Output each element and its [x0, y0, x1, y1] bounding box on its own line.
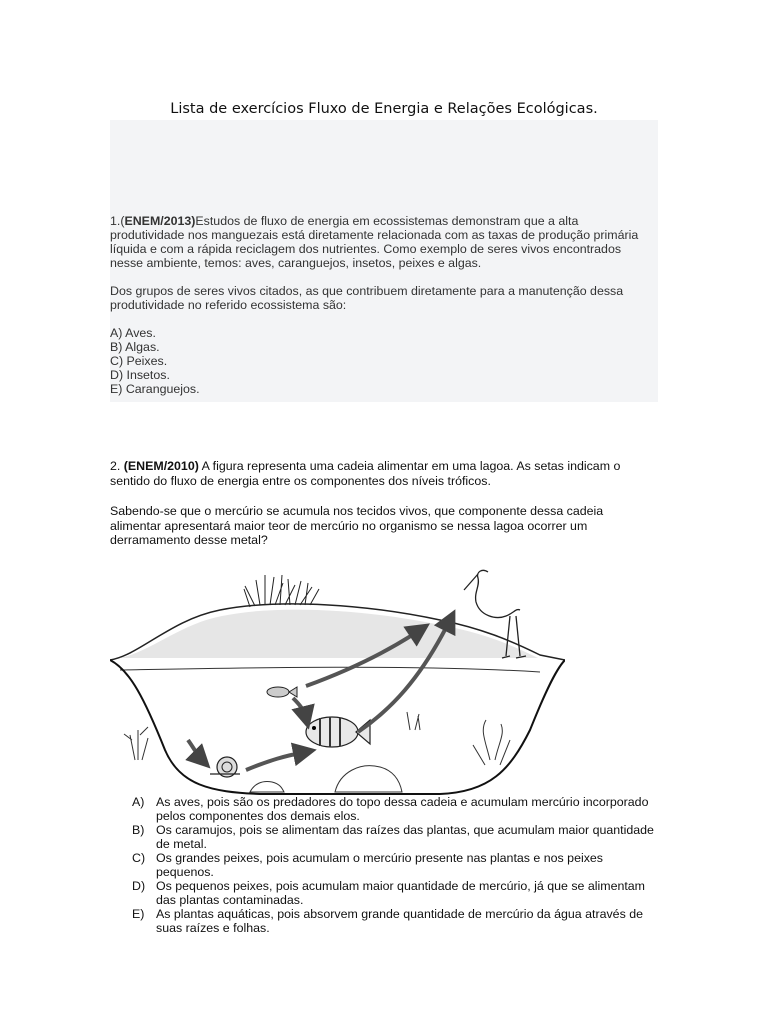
option-letter: B): [132, 823, 145, 837]
question-1-option-e: E) Caranguejos.: [110, 382, 200, 396]
option-letter: A): [132, 795, 145, 809]
question-1-option-c: C) Peixes.: [110, 354, 168, 368]
snail-icon: [210, 757, 240, 777]
question-2-prompt: Sabendo-se que o mercúrio se acumula nos tecidos vivos, que componente dessa cadeia alimentar apresentará maior teor de mercúrio no organismo se nessa lagoa ocorrer um derramamento desse metal?: [110, 504, 604, 547]
question-1-prompt: Dos grupos de seres vivos citados, as que contribuem diretamente para a manutenção dessa produtividade no referido ecossistema são:: [110, 284, 624, 312]
question-2-source: (ENEM/2010): [123, 459, 199, 473]
question-1-intro-text: Estudos de fluxo de energia em ecossistemas demonstram que a alta produtividade nos manguezais está diretamente relacionada com as taxas de produção primária líquida e com a rápida reciclagem dos nutrientes. Como exemplo de seres vivos encontrados nesse ambiente, temos: aves, caranguejos, insetos, peixes e algas.: [110, 214, 639, 270]
question-1-source: ENEM/2013): [124, 214, 196, 228]
bank-texture: [120, 610, 538, 658]
option-letter: E): [132, 907, 145, 921]
question-2-option-c: [132, 852, 657, 879]
option-text: Os caramujos, pois se alimentam das raízes das plantas, que acumulam maior quantidade de metal.: [156, 823, 654, 851]
question-2-option-a: [132, 796, 657, 823]
water-line: [120, 667, 540, 672]
question-1-option-b: B) Algas.: [110, 340, 160, 354]
question-1-option-a: A) Aves.: [110, 326, 156, 340]
small-fish-icon: [267, 687, 297, 697]
question-1: [110, 214, 650, 396]
option-text: As aves, pois são os predadores do topo dessa cadeia e acumulam mercúrio incorporado pelos componentes dos demais elos.: [156, 795, 649, 823]
option-letter: C): [132, 851, 146, 865]
question-2-option-b: [132, 824, 657, 851]
question-2-intro-text: A figura representa uma cadeia alimentar em uma lagoa. As setas indicam o sentido do fluxo de energia entre os componentes dos níveis tróficos.: [110, 459, 621, 488]
option-text: As plantas aquáticas, pois absorvem grande quantidade de mercúrio da água através de suas raízes e folhas.: [156, 907, 643, 935]
grass-icon: [244, 575, 319, 607]
question-2-option-d: [132, 880, 657, 907]
question-1-intro: [110, 214, 650, 270]
rock: [250, 781, 284, 792]
option-text: Os grandes peixes, pois acumulam o mercúrio presente nas plantas e nos peixes pequenos.: [156, 851, 603, 879]
question-2-intro: [110, 459, 655, 488]
question-2: [110, 459, 655, 564]
question-1-option-d: D) Insetos.: [110, 368, 170, 382]
question-2-option-e: [132, 908, 657, 935]
question-2-number: 2.: [110, 459, 124, 473]
option-text: Os pequenos peixes, pois acumulam maior quantidade de mercúrio, já que se alimentam das plantas contaminadas.: [156, 879, 646, 907]
question-2-options: [132, 796, 657, 936]
option-letter: D): [132, 879, 146, 893]
question-1-options: [110, 326, 650, 396]
rock: [335, 766, 402, 792]
page-title: Lista de exercícios Fluxo de Energia e Relações Ecológicas.: [170, 101, 598, 117]
question-1-number: 1.(: [110, 214, 125, 228]
food-chain-lagoon-illustration: [110, 560, 565, 800]
